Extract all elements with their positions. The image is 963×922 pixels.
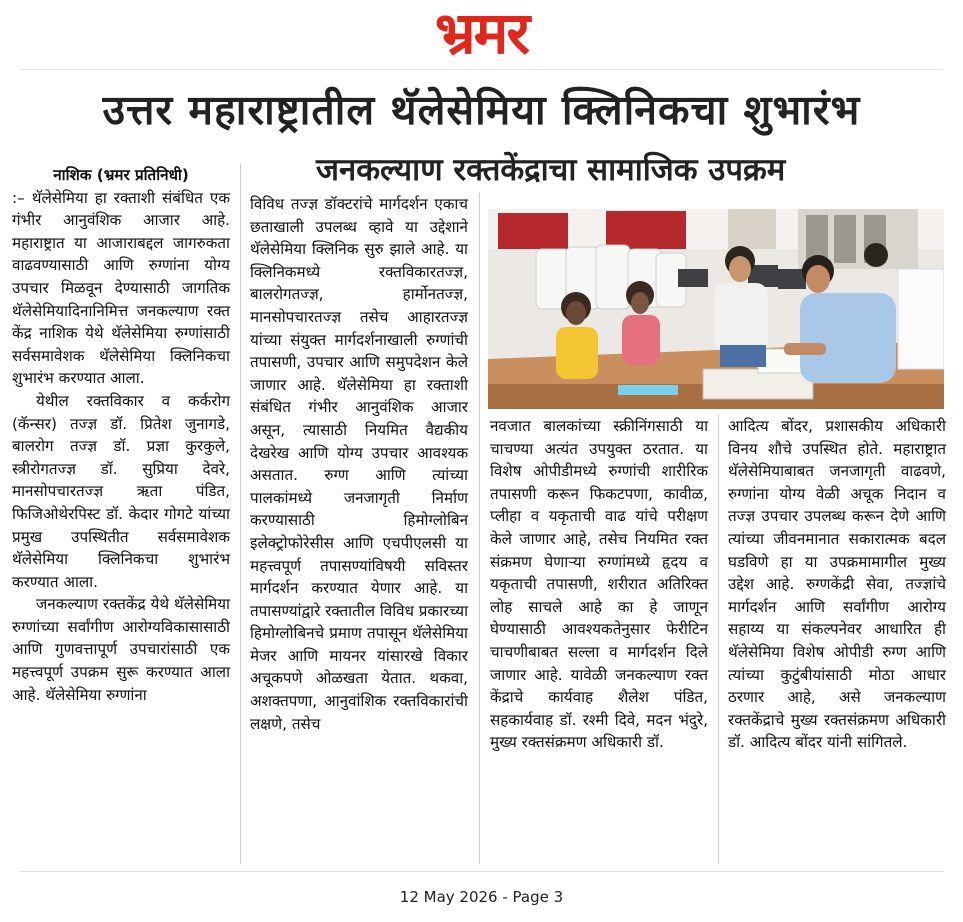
masthead (0, 0, 963, 68)
clinic-photo-illustration (488, 209, 944, 409)
footer-divider (20, 871, 943, 872)
column-divider (718, 415, 719, 864)
column-divider (479, 193, 480, 864)
paragraph: येथील रक्तविकार व कर्करोग (कॅन्सर) तज्ज्ञ डॉ. प्रितेश जुनागडे, बालरोग तज्ज्ञ डॉ. प्रज्ञा कुरकुले, स्त्रीरोगतज्ज्ञ डॉ. सुप्रिया देवरे, मानसोपचारतज्ज्ञ ऋता पंडित, फिजिओथेरपिस्ट डॉ. केदार गोगटे यांच्या प्रमुख उपस्थितीत सर्वसमावेशक थॅलेसेमिया क्लिनिकचा शुभारंभ करण्यात आला. (12, 391, 230, 591)
column-divider (240, 164, 241, 864)
page-footer: 12 May 2026 - Page 3 (399, 888, 564, 906)
paragraph: जनकल्याण रक्तकेंद्र येथे थॅलेसेमिया रुग्णांच्या सर्वांगीण आरोग्यविकासासाठी आणि गुणवत्तापूर्ण उपचारांसाठी एक महत्त्वपूर्ण उपक्रम सुरू करण्यात आला आहे. थॅलेसेमिया रुग्णांना (12, 595, 230, 704)
newspaper-logo: भ्रमर (434, 0, 529, 67)
subheadline: जनकल्याण रक्तकेंद्राचा सामाजिक उपक्रम (316, 152, 786, 188)
article-column-1 (12, 164, 230, 706)
paragraph: विविध तज्ज्ञ डॉक्टरांचे मार्गदर्शन एकाच छताखाली उपलब्ध व्हावे या उद्देशाने थॅलेसेमिया क्लिनिक सुरु झाले आहे. या क्लिनिकमध्ये रक्तविकारतज्ज्ञ, बालरोगतज्ज्ञ, हार्मोनतज्ज्ञ, मानसोपचारतज्ज्ञ तसेच आहारतज्ज्ञ यांच्या संयुक्त मार्गदर्शनाखाली रुग्णांची तपासणी, उपचार आणि समुपदेशन केले जाणार आहे. थॅलेसेमिया हा रक्ताशी संबंधित गंभीर आनुवंशिक आजार असून, त्यासाठी नियमित वैद्यकीय देखरेख आणि योग्य उपचार आवश्यक असतात. रुग्ण आणि त्यांच्या पालकांमध्ये जनजागृती निर्माण करण्यासाठी हिमोग्लोबिन इलेक्ट्रोफोरेसीस आणि एचपीएलसी या महत्त्वपूर्ण तपासण्यांविषयी सविस्तर मार्गदर्शन करण्यात येणार आहे. या तपासण्यांद्वारे रक्तातील विविध प्रकारच्या हिमोग्लोबिनचे प्रमाण तपासून थॅलेसेमिया मेजर आणि मायनर यांसारखे विकार अचूकपणे ओळखता येतात. थकवा, अशक्तपणा, आनुवांशिक रक्तविकारांची लक्षणे, तसेच (250, 195, 468, 733)
headline: उत्तर महाराष्ट्रातील थॅलेसेमिया क्लिनिकचा शुभारंभ (102, 86, 861, 134)
article-column-3 (490, 415, 708, 754)
masthead-divider (20, 69, 943, 70)
article-column-2 (250, 193, 468, 735)
paragraph: नवजात बालकांच्या स्क्रीनिंगसाठी या चाचण्या अत्यंत उपयुक्त ठरतात. या विशेष ओपीडीमध्ये रुग्णांची शारीरिक तपासणी करून फिकटपणा, कावीळ, प्लीहा व यकृताची वाढ यांचे परीक्षण केले जाणार आहे, तसेच नियमित रक्त संक्रमण घेणाऱ्या रुग्णांमध्ये हृदय व यकृताची तपासणी, शरीरात अतिरिक्त लोह साचले आहे का हे जाणून घेण्यासाठी आवश्यकतेनुसार फेरीटिन चाचणीबाबत सल्ला व मार्गदर्शन दिले जाणार आहे. यावेळी जनकल्याण रक्त केंद्राचे कार्यवाह शैलेश पंडित, सहकार्यवाह डॉ. रश्मी दिवे, मदन भंदुरे, मुख्य रक्तसंक्रमण अधिकारी डॉ. (490, 417, 708, 752)
paragraph: आदित्य बोंदर, प्रशासकीय अधिकारी विनय शौचे उपस्थित होते. महाराष्ट्रात थॅलेसेमियाबाबत जनजागृती वाढवणे, रुग्णांना योग्य वेळी अचूक निदान व तज्ज्ञ उपचार उपलब्ध करून देणे आणि त्यांच्या जीवनमानात सकारात्मक बदल घडविणे हा या उपक्रमामागील मुख्य उद्देश आहे. रुग्णकेंद्री सेवा, तज्ज्ञांचे मार्गदर्शन आणि सर्वांगीण आरोग्य सहाय्य या संकल्पनेवर आधारित ही थॅलेसेमिया विशेष ओपीडी रुग्ण आणि त्यांच्या कुटुंबीयांसाठी मोठा आधार ठरणार आहे, असे जनकल्याण रक्तकेंद्राचे मुख्य रक्तसंक्रमण अधिकारी डॉ. आदित्य बोंदर यांनी सांगितले. (728, 417, 946, 752)
dateline: नाशिक (भ्रमर प्रतिनिधी) (53, 166, 189, 184)
article-column-4 (728, 415, 946, 754)
paragraph: :– थॅलेसेमिया हा रक्ताशी संबंधित एक गंभीर आनुवंशिक आजार आहे. महाराष्ट्रात या आजाराबद्दल जागरुकता वाढवण्यासाठी आणि रुग्णांना योग्य उपचार मिळवून देण्यासाठी जागतिक थॅलेसेमियादिनानिमित्त जनकल्याण रक्त केंद्र नाशिक येथे थॅलेसेमिया रुग्णांसाठी सर्वसमावेशक थॅलेसेमिया क्लिनिकचा शुभारंभ करण्यात आला. (12, 188, 230, 388)
article-photo (488, 209, 944, 409)
